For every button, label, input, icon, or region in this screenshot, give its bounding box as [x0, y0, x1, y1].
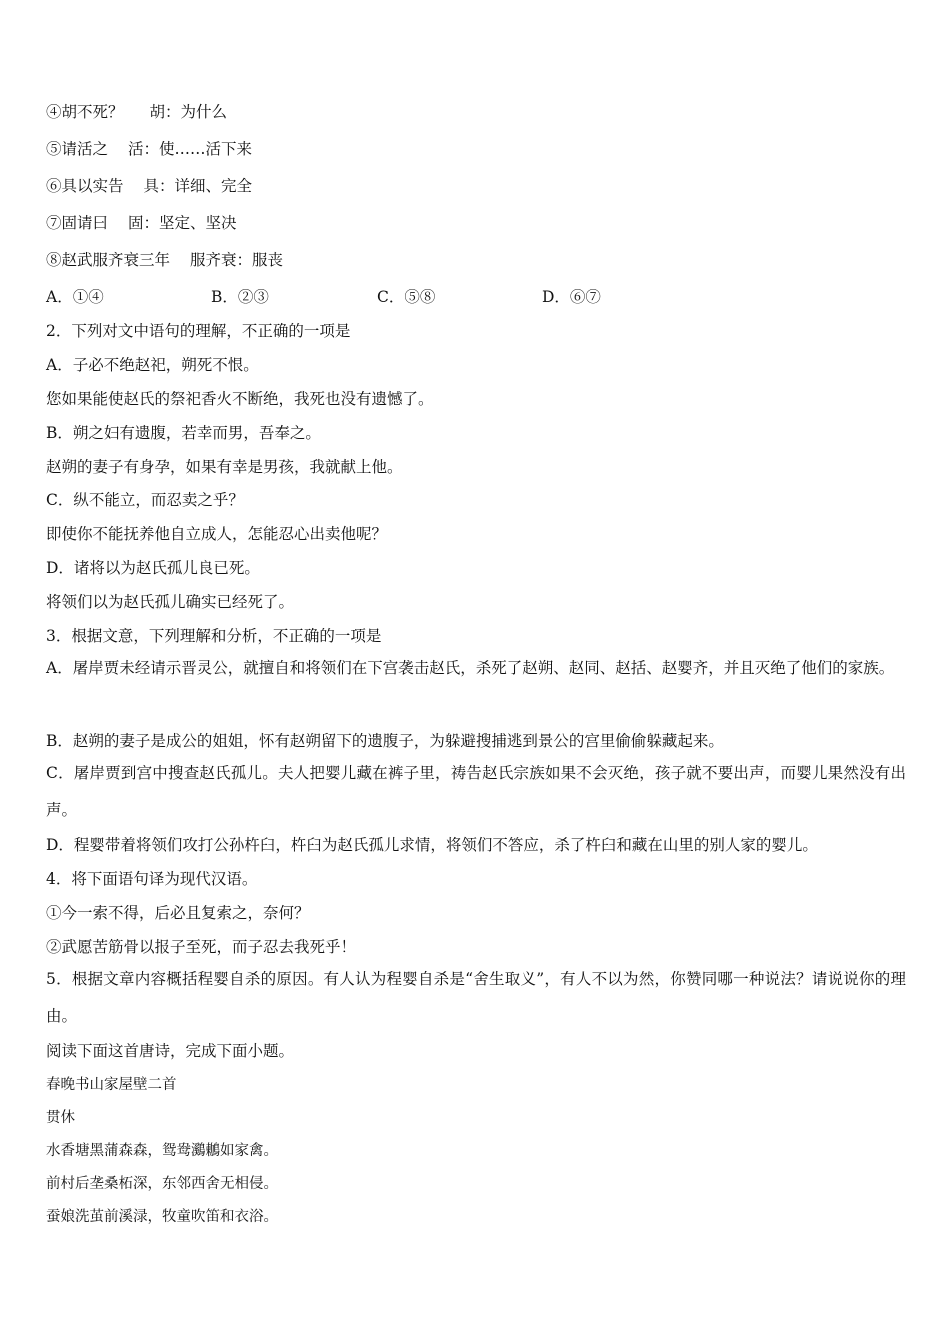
- q2-option-d: D．诸将以为赵氏孤儿良已死。: [46, 559, 260, 577]
- poem-author: 贯休: [46, 1110, 75, 1126]
- q2-option-a: A．子必不绝赵祀，朔死不恨。: [46, 356, 259, 374]
- q1-option-c: C．⑤⑧: [377, 288, 436, 306]
- q1-option-d: D．⑥⑦: [542, 288, 601, 306]
- item-gloss: 服齐衰：服丧: [190, 251, 284, 269]
- q2-option-b: B．朔之妇有遗腹，若幸而男，吾奉之。: [46, 424, 321, 442]
- q2-option-c-translation: 即使你不能抚养他自立成人，怎能忍心出卖他呢？: [46, 525, 388, 543]
- item-text: ⑥具以实告: [46, 177, 124, 195]
- poem-line-3: 蚕娘洗茧前溪渌，牧童吹笛和衣浴。: [46, 1209, 278, 1225]
- q2-option-a-translation: 您如果能使赵氏的祭祀香火不断绝，我死也没有遗憾了。: [46, 390, 434, 408]
- q1-option-b: B．②③: [211, 288, 269, 306]
- q4-stem: 4．将下面语句译为现代汉语。: [46, 870, 258, 888]
- q5-stem: 5．根据文章内容概括程婴自杀的原因。有人认为程婴自杀是“舍生取义”，有人不以为然，你赞同哪一种说法？请说说你的理由。: [46, 970, 906, 1025]
- q1-item-5: [46, 139, 252, 159]
- q2-option-b-translation: 赵朔的妻子有身孕，如果有幸是男孩，我就献上他。: [46, 458, 403, 476]
- q3-option-b: B．赵朔的妻子是成公的姐姐，怀有赵朔留下的遗腹子，为躲避搜捕逃到景公的宫里偷偷躲藏起来。: [46, 732, 724, 750]
- q4-sentence-1: ①今一索不得，后必且复索之，奈何？: [46, 904, 310, 922]
- q1-item-4: [46, 102, 227, 122]
- q2-option-d-translation: 将领们以为赵氏孤儿确实已经死了。: [46, 593, 295, 611]
- q4-sentence-2: ②武愿苦筋骨以报子至死，而子忍去我死乎！: [46, 938, 357, 956]
- item-gloss: 胡：为什么: [149, 103, 228, 121]
- poem-title: 春晚书山家屋壁二首: [46, 1077, 177, 1093]
- q3-option-c: C．屠岸贾到宫中搜查赵氏孤儿。夫人把婴儿藏在裤子里，祷告赵氏宗族如果不会灭绝，孩子就不要出声，而婴儿果然没有出声。: [46, 764, 906, 819]
- item-text: ⑤请活之: [46, 140, 109, 158]
- q2-option-c: C．纵不能立，而忍卖之乎？: [46, 491, 244, 509]
- item-gloss: 固：坚定、坚决: [128, 214, 237, 232]
- item-gloss: 活：使……活下来: [128, 140, 253, 158]
- item-gloss: 具：详细、完全: [143, 177, 253, 195]
- q3-option-a: A．屠岸贾未经请示晋灵公，就擅自和将领们在下宫袭击赵氏，杀死了赵朔、赵同、赵括、赵婴齐，并且灭绝了他们的家族。: [46, 659, 895, 677]
- q2-stem: 2．下列对文中语句的理解，不正确的一项是: [46, 322, 351, 340]
- q3-stem: 3．根据文意，下列理解和分析，不正确的一项是: [46, 627, 382, 645]
- poem-intro: 阅读下面这首唐诗，完成下面小题。: [46, 1042, 295, 1060]
- q1-item-7: [46, 213, 237, 233]
- q3-option-d: D．程婴带着将领们攻打公孙杵臼，杵臼为赵氏孤儿求情，将领们不答应，杀了杵臼和藏在山里的别人家的婴儿。: [46, 836, 818, 854]
- poem-line-1: 水香塘黑蒲森森，鸳鸯鸂鶒如家禽。: [46, 1143, 278, 1159]
- item-text: ⑧赵武服齐衰三年: [46, 251, 171, 269]
- q1-item-6: [46, 176, 252, 196]
- q1-option-a: A．①④: [46, 288, 104, 306]
- item-text: ④胡不死？: [46, 103, 124, 121]
- poem-line-2: 前村后垄桑柘深，东邻西舍无相侵。: [46, 1176, 278, 1192]
- item-text: ⑦固请曰: [46, 214, 109, 232]
- q1-item-8: [46, 250, 283, 270]
